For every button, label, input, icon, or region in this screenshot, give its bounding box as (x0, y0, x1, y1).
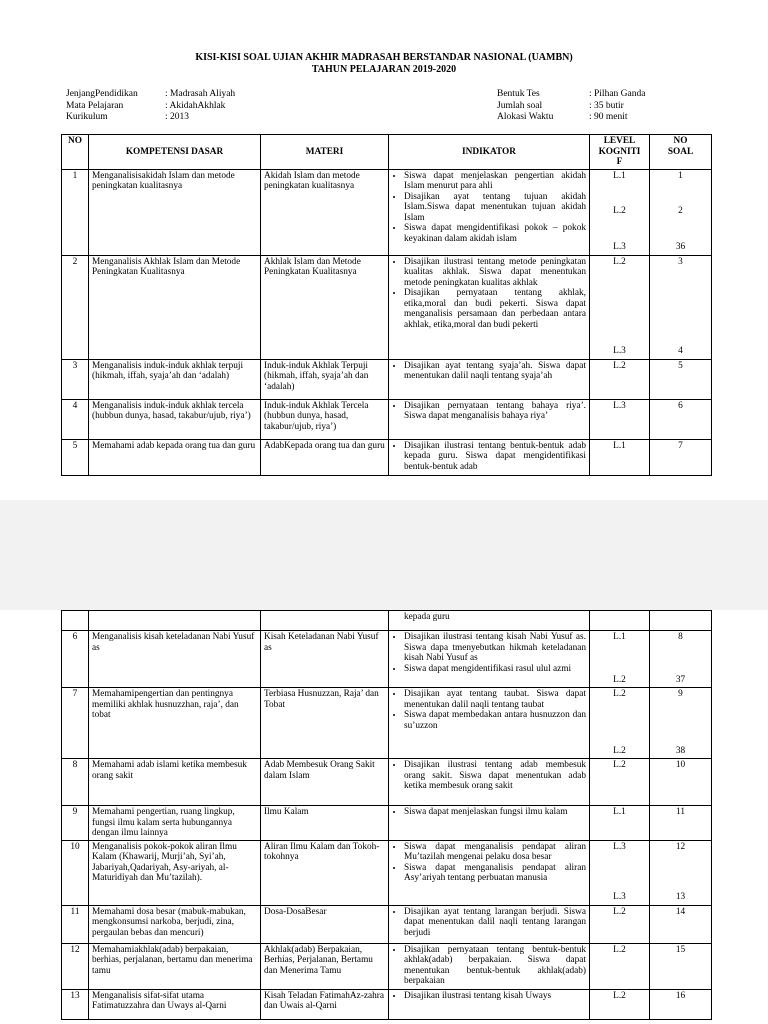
table-row (62, 399, 712, 439)
level-value: L.2 (613, 944, 626, 955)
header-kompetensi-dasar: KOMPETENSI DASAR (89, 135, 261, 170)
indicator-list (392, 760, 586, 792)
header-level-kognitif: LEVEL KOGNITI F (590, 135, 650, 170)
header-no-soal: NO SOAL (650, 135, 712, 170)
table-row (62, 989, 712, 1019)
cell-level-kognitif (590, 840, 650, 905)
level-value: L.1 (613, 632, 626, 642)
cell-no: 3 (62, 359, 89, 399)
indicator-item: • Disajikan pernyataan tentang bahaya riya’. Siswa dapat menganalisis bahaya riya’ (404, 401, 586, 422)
cell-kompetensi-dasar: Menganalisis pokok-pokok aliran Ilmu Kalam (Khawarij, Murji’ah, Syi’ah, Jabariyah,Qadariyah, Asy-ariyah, al-Maturidiyah dan Mu’tazilah). (89, 840, 261, 905)
table-row (62, 439, 712, 475)
table-row (62, 359, 712, 399)
indicator-continuation: kepada guru (404, 612, 450, 622)
level-value: L.3 (613, 400, 626, 411)
indicator-list (392, 689, 586, 731)
cell-materi: Akhlak Islam dan Metode Peningkatan Kualitasnya (261, 255, 389, 359)
indicator-item: • Siswa dapat menganalisis pendapat aliran Mu’tazilah mengenai pelaku dosa besar (404, 842, 586, 863)
indicator-item: • Disajikan ilustrasi tentang metode peningkatan kualitas akhlak. Siswa dapat menentukan metode peningkatan kualitas akhlak (404, 257, 586, 289)
cell-no-soal (650, 989, 712, 1019)
cell-indikator (389, 688, 590, 759)
cell-materi: Dosa-DosaBesar (261, 905, 389, 943)
cell-kompetensi-dasar: Memahamiakhlak(adab) berpakaian, berhias, perjalanan, bertamu dan menerima tamu (89, 943, 261, 989)
indicator-item: • Disajikan ilustrasi tentang kisah Uways (404, 991, 586, 1002)
cell-kompetensi-dasar: Menganalisis induk-induk akhlak tercela (hubbun dunya, hasad, takabur/ujub, riya’) (89, 399, 261, 439)
cell-materi: Akhlak(adab) Berpakaian, Berhias, Perjalanan, Bertamu dan Menerima Tamu (261, 943, 389, 989)
page-gap (0, 500, 768, 610)
cell-no: 7 (62, 688, 89, 759)
cell-no: 8 (62, 759, 89, 806)
level-value: L.2 (613, 360, 626, 371)
cell-kompetensi-dasar: Menganalisis kisah keteladanan Nabi Yusuf as (89, 631, 261, 688)
table-row (62, 943, 712, 989)
indicator-item: • Siswa dapat mengidentifikasi rasul ulul azmi (404, 664, 586, 675)
soal-number: 12 (675, 841, 686, 852)
cell-level-kognitif (590, 759, 650, 806)
level-value: L.3 (613, 841, 626, 852)
header-no: NO (62, 135, 89, 170)
indicator-item: • Disajikan ilustrasi tentang adab membesuk orang sakit. Siswa dapat menentukan adab ketika membesuk orang sakit (404, 760, 586, 792)
cell-kompetensi-dasar: Menganalisis Akhlak Islam dan Metode Peningkatan Kualitasnya (89, 255, 261, 359)
table-header-row (62, 135, 712, 170)
meta-row: Mata Pelajaran : AkidahAkhlak (66, 100, 226, 111)
cell-level-kognitif (590, 359, 650, 399)
indicator-list (392, 257, 586, 331)
cell-level-kognitif (590, 631, 650, 688)
table-row (62, 688, 712, 759)
cell-indikator (389, 943, 590, 989)
cell-materi: Ilmu Kalam (261, 806, 389, 841)
cell-indikator (389, 399, 590, 439)
cell-no-soal (650, 943, 712, 989)
cell-no-soal (650, 631, 712, 688)
header-materi: MATERI (261, 135, 389, 170)
cell-level-kognitif (590, 943, 650, 989)
soal-number: 1 (678, 170, 683, 181)
soal-number: 11 (676, 807, 685, 817)
cell-no-soal (650, 169, 712, 255)
indicator-list (392, 441, 586, 473)
cell-level-kognitif (590, 399, 650, 439)
meta-left-block (66, 89, 235, 124)
meta-row: Jumlah soal : 35 butir (497, 100, 624, 111)
soal-number: 3 (678, 256, 683, 267)
table-row (62, 840, 712, 905)
indicator-list (392, 361, 586, 382)
cell-kompetensi-dasar: Menganalisis sifat-sifat utama Fatimatuzzahra dan Uways al-Qarni (89, 989, 261, 1019)
level-value: L.2 (613, 906, 626, 917)
indicator-list (392, 807, 586, 818)
meta-row: JenjangPendidikan : Madrasah Aliyah (66, 89, 236, 99)
indicator-item: • Siswa dapat membedakan antara husnuzzon dan su’uzzon (404, 710, 586, 731)
cell-materi: Aliran Ilmu Kalam dan Tokoh-tokohnya (261, 840, 389, 905)
cell-no: 4 (62, 399, 89, 439)
cell-materi: Induk-induk Akhlak Tercela (hubbun dunya, hasad, takabur/ujub, riya’) (261, 399, 389, 439)
meta-right-block (497, 89, 645, 124)
indicator-item: • Disajikan pernyataan tentang akhlak, etika,moral dan budi pekerti. Siswa dapat menganalisis persamaan dan perbedaan antara akhlak, etika,moral dan budi pekerti (404, 288, 586, 330)
cell-no-soal (650, 439, 712, 475)
soal-number: 38 (675, 745, 686, 756)
indicator-item: • Disajikan pernyataan tentang bentuk-bentuk akhlak(adab) berpakaian. Siswa dapat menentukan bentuk-bentuk akhlak(adab) berpakaian (404, 945, 586, 987)
cell-level-kognitif (590, 169, 650, 255)
level-value: L.2 (613, 689, 626, 699)
soal-number: 10 (675, 760, 686, 770)
soal-number: 7 (678, 440, 683, 451)
indicator-list (392, 171, 586, 245)
cell-kompetensi-dasar: Memahamipengertian dan pentingnya memiliki akhlak husnuzzhan, raja’, dan tobat (89, 688, 261, 759)
table-row (62, 169, 712, 255)
document-page-1 (0, 0, 768, 500)
level-value: L.2 (613, 990, 626, 1001)
cell-no-soal (650, 255, 712, 359)
cell-no-soal (650, 806, 712, 841)
level-value: L.1 (613, 170, 626, 181)
level-value: L.2 (613, 745, 626, 756)
soal-number: 16 (675, 990, 686, 1001)
indicator-item: • Siswa dapat mengidentifikasi pokok – pokok keyakinan dalam akidah islam (404, 223, 586, 244)
table-row (62, 905, 712, 943)
cell-kompetensi-dasar: Menganalisis induk-induk akhlak terpuji (hikmah, iffah, syaja’ah dan ‘adalah) (89, 359, 261, 399)
cell-materi: Terbiasa Husnuzzan, Raja’ dan Tobat (261, 688, 389, 759)
soal-number: 4 (678, 346, 683, 356)
cell-level-kognitif (590, 905, 650, 943)
soal-number: 37 (675, 674, 686, 685)
level-value: L.3 (613, 346, 626, 356)
level-value: L.3 (613, 892, 626, 902)
soal-number: 13 (675, 892, 686, 902)
cell-no-soal (650, 905, 712, 943)
indicator-list (392, 945, 586, 987)
indicator-list (392, 401, 586, 422)
indicator-item: • Disajikan ayat tentang syaja’ah. Siswa dapat menentukan dalil naqli tentang syaja’ah (404, 361, 586, 382)
cell-indikator (389, 631, 590, 688)
cell-indikator (389, 169, 590, 255)
soal-number: 36 (675, 242, 686, 252)
cell-indikator (389, 806, 590, 841)
cell-level-kognitif (590, 989, 650, 1019)
table-row-continuation (62, 611, 712, 631)
document-title: KISI-KISI SOAL UJIAN AKHIR MADRASAH BERSTANDAR NASIONAL (UAMBN) (195, 52, 573, 63)
soal-number: 9 (678, 689, 683, 699)
level-value: L.1 (613, 807, 626, 817)
indicator-item: • Siswa dapat menjelaskan pengertian akidah Islam menurut para ahli (404, 171, 586, 192)
cell-no: 9 (62, 806, 89, 841)
soal-number: 2 (678, 206, 683, 217)
cell-no-soal (650, 399, 712, 439)
cell-no: 6 (62, 631, 89, 688)
cell-materi: AdabKepada orang tua dan guru (261, 439, 389, 475)
cell-no-soal (650, 840, 712, 905)
cell-indikator (389, 905, 590, 943)
indicator-item: • Disajikan ayat tentang taubat. Siswa dapat menentukan dalil naqli tentang taubat (404, 689, 586, 710)
cell-indikator (389, 255, 590, 359)
indicator-item: • Disajikan ilustrasi tentang bentuk-bentuk adab kepada guru. Siswa dapat mengidentifikasi bentuk-bentuk adab (404, 441, 586, 473)
table-row (62, 255, 712, 359)
indicator-item: • Disajikan ayat tentang larangan berjudi. Siswa dapat menentukan dalil naqli tentang larangan berjudi (404, 907, 586, 939)
indicator-item: • Siswa dapat menjelaskan fungsi ilmu kalam (404, 807, 586, 818)
cell-kompetensi-dasar: Menganalisisakidah Islam dan metode peningkatan kualitasnya (89, 169, 261, 255)
cell-level-kognitif (590, 439, 650, 475)
cell-no: 10 (62, 840, 89, 905)
soal-number: 14 (675, 906, 686, 917)
soal-number: 5 (678, 360, 683, 371)
level-value: L.3 (613, 242, 626, 252)
cell-kompetensi-dasar: Memahami adab islami ketika membesuk orang sakit (89, 759, 261, 806)
cell-materi: Adab Membesuk Orang Sakit dalam Islam (261, 759, 389, 806)
kisi-kisi-table-page-1 (61, 134, 712, 476)
cell-level-kognitif (590, 688, 650, 759)
document-page-2 (0, 610, 768, 1024)
cell-no-soal (650, 359, 712, 399)
header-indikator: INDIKATOR (389, 135, 590, 170)
indicator-list (392, 907, 586, 939)
level-value: L.2 (613, 674, 626, 685)
table-row (62, 631, 712, 688)
cell-indikator (389, 439, 590, 475)
cell-no: 5 (62, 439, 89, 475)
level-value: L.1 (613, 440, 626, 451)
cell-no: 2 (62, 255, 89, 359)
cell-indikator (389, 759, 590, 806)
meta-row: Kurikulum : 2013 (66, 112, 190, 122)
soal-number: 8 (678, 632, 683, 642)
document-subtitle: TAHUN PELAJARAN 2019-2020 (311, 64, 457, 75)
cell-kompetensi-dasar: Memahami dosa besar (mabuk-mabukan, mengkonsumsi narkoba, berjudi, zina, pergaulan bebas dan mencuri) (89, 905, 261, 943)
table-row (62, 759, 712, 806)
indicator-list (392, 632, 586, 674)
level-value: L.2 (613, 256, 626, 267)
soal-number: 6 (678, 400, 683, 411)
cell-kompetensi-dasar: Memahami adab kepada orang tua dan guru (89, 439, 261, 475)
cell-no-soal (650, 759, 712, 806)
meta-row: Alokasi Waktu : 90 menit (497, 112, 628, 122)
cell-no: 13 (62, 989, 89, 1019)
cell-level-kognitif (590, 806, 650, 841)
indicator-item: • Siswa dapat menganalisis pendapat aliran Asy’ariyah tentang perbuatan manusia (404, 863, 586, 884)
cell-no: 1 (62, 169, 89, 255)
indicator-list (392, 842, 586, 884)
cell-materi: Kisah Keteladanan Nabi Yusuf as (261, 631, 389, 688)
cell-materi: Kisah Teladan FatimahAz-zahra dan Uwais al-Qarni (261, 989, 389, 1019)
cell-indikator (389, 359, 590, 399)
cell-no-soal (650, 688, 712, 759)
soal-number: 15 (675, 944, 686, 955)
cell-no: 12 (62, 943, 89, 989)
table-row (62, 806, 712, 841)
level-value: L.2 (613, 206, 626, 217)
cell-indikator (389, 989, 590, 1019)
kisi-kisi-table-page-2 (61, 610, 712, 1020)
cell-level-kognitif (590, 255, 650, 359)
level-value: L.2 (613, 760, 626, 770)
indicator-list (392, 991, 586, 1002)
cell-indikator (389, 840, 590, 905)
indicator-item: • Disajikan ayat tentang tujuan akidah Islam.Siswa dapat menentukan tujuan akidah Islam (404, 192, 586, 224)
cell-materi: Akidah Islam dan metode peningkatan kualitasnya (261, 169, 389, 255)
indicator-item: • Disajikan ilustrasi tentang kisah Nabi Yusuf as. Siswa dapa tmenyebutkan hikmah keteladanan kisah Nabi Yusuf as (404, 632, 586, 664)
cell-no: 11 (62, 905, 89, 943)
cell-kompetensi-dasar: Memahami pengertian, ruang lingkup, fungsi ilmu kalam serta hubungannya dengan ilmu lainnya (89, 806, 261, 841)
cell-materi: Induk-induk Akhlak Terpuji (hikmah, iffah, syaja’ah dan ‘adalah) (261, 359, 389, 399)
meta-row: Bentuk Tes : Pilhan Ganda (497, 89, 646, 99)
